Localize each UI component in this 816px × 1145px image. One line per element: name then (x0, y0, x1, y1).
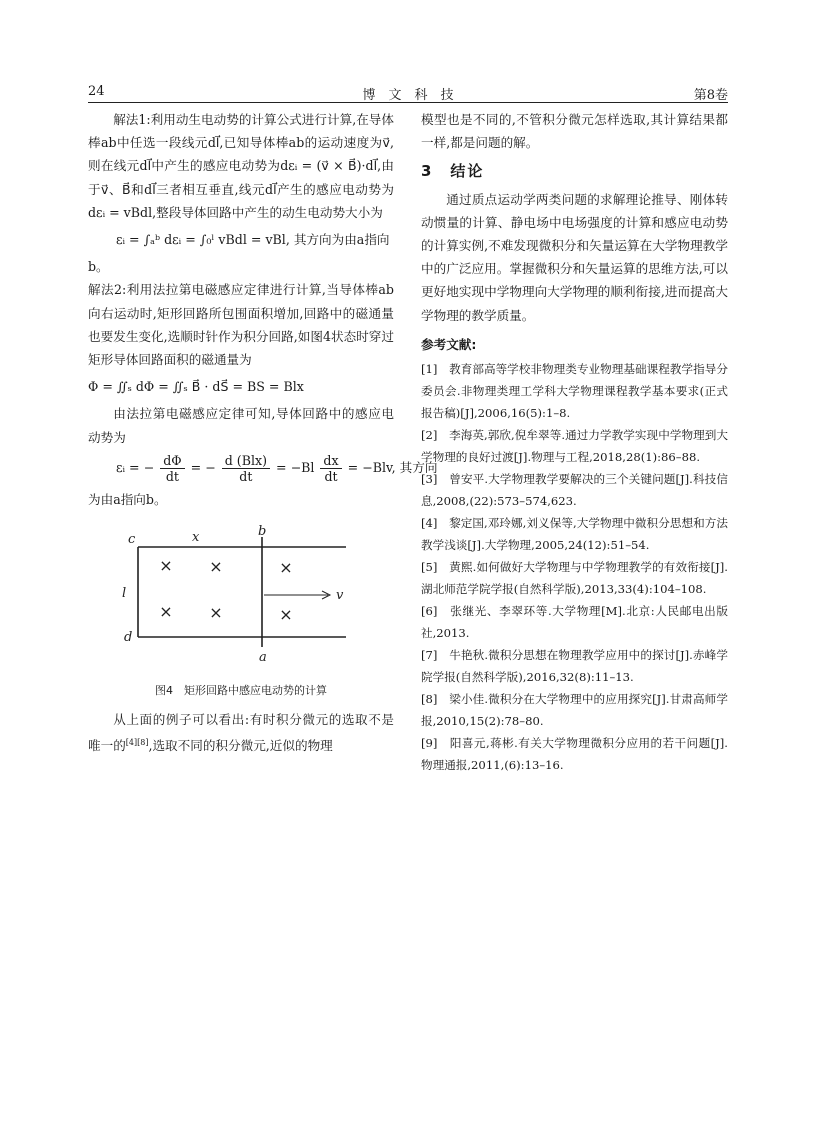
reference-item: [5] 黄熙.如何做好大学物理与中学物理教学的有效衔接[J].湖北师范学院学报(自然科学版),2013,33(4):104–108. (421, 560, 728, 597)
method1-paragraph: 解法1:利用动生电动势的计算公式进行计算,在导体棒ab中任选一段线元dl⃗,已知导体棒ab的运动速度为v⃗,则在线元dl⃗中产生的感应电动势为dεᵢ = (v⃗ × B⃗)·dl⃗,由于v⃗、B⃗和dl⃗三者相互垂直,线元dl⃗产生的感应电动势为dεᵢ = vBdl,整段导体回路中产生的动生电动势大小为 (88, 112, 394, 220)
equation-3 (88, 452, 438, 484)
reference-item: [6] 张继光、李翠环等.大学物理[M].北京:人民邮电出版社,2013. (421, 604, 728, 641)
field-cross: × (279, 605, 293, 625)
journal-title: 博 文 科 技 (362, 88, 454, 103)
faraday-tail: 为由a指向b。 (88, 491, 167, 507)
eq3-frac-1: $\frac{d\Phi}{dt}$ (160, 453, 184, 484)
eq3-mid: = − (190, 459, 216, 475)
field-cross: × (159, 556, 173, 576)
eq3-frac-3: $\frac{dx}{dt}$ (320, 453, 341, 484)
conclusion-paragraph: 通过质点运动学两类问题的求解理论推导、刚体转动惯量的计算、静电场中电场强度的计算和感应电动势的计算实例,不难发现微积分和矢量运算在大学物理教学中的广泛应用。掌握微积分和矢量运算的思维方法,可以更好地实现中学物理向大学物理的顺利衔接,进而提高大学物理的教学质量。 (421, 191, 728, 323)
method1-tail: b。 (88, 259, 109, 275)
model-paragraph: 模型也是不同的,不管积分微元怎样选取,其计算结果都一样,都是问题的解。 (421, 112, 728, 151)
section-title: 3 结论 (421, 162, 485, 181)
left-column (88, 108, 438, 758)
label-d: d (124, 630, 133, 646)
equation-1: εᵢ = ∫ₐᵇ dεᵢ = ∫₀ˡ vBdl = vBl, 其方向为由a指向 (116, 232, 390, 248)
eq3-frac-2: $\frac{\text{d (Blx)}}{dt}$ (222, 453, 270, 484)
method2-paragraph: 解法2:利用法拉第电磁感应定律进行计算,当导体棒ab向右运动时,矩形回路所包围面积增加,回路中的磁通量也要发生变化,选顺时针作为积分回路,如图4状态时穿过矩形导体回路面积的磁通量为 (88, 282, 394, 368)
label-l: l (122, 586, 127, 602)
figure-caption: 图4 矩形回路中感应电动势的计算 (155, 684, 327, 698)
references-title: 参考文献: (421, 336, 477, 352)
reference-item: [1] 教育部高等学校非物理类专业物理基础课程教学指导分委员会.非物理类理工学科大学物理课程教学基本要求(正式报告稿)[J],2006,16(5):1–8. (421, 362, 728, 421)
reference-item: [8] 梁小佳.微积分在大学物理中的应用探究[J].甘肃高师学报,2010,15(2):78–80. (421, 692, 728, 729)
field-cross: × (209, 603, 223, 623)
eq3-lhs: εᵢ = − (116, 459, 155, 475)
reference-item: [2] 李海英,郭欣,倪牟翠等.通过力学教学实现中学物理到大学物理的良好过渡[J].物理与工程,2018,28(1):86–88. (421, 428, 728, 465)
header-rule (88, 102, 728, 103)
right-column (421, 108, 728, 776)
label-x: x (192, 530, 200, 546)
faraday-paragraph: 由法拉第电磁感应定律可知,导体回路中的感应电动势为 (88, 406, 394, 445)
eq3-mid2: = −Bl (276, 459, 315, 475)
reference-item: [9] 阳喜元,蒋彬.有关大学物理微积分应用的若干问题[J].物理通报,2011,(6):13–16. (421, 736, 728, 773)
field-cross: × (279, 558, 293, 578)
field-cross: × (159, 602, 173, 622)
field-cross: × (209, 557, 223, 577)
label-b: b (258, 525, 267, 540)
page-number: 24 (88, 84, 105, 99)
reference-item: [3] 曾安平.大学物理教学要解决的三个关键问题[J].科技信息,2008,(22):573–574,623. (421, 472, 728, 509)
volume-label: 第8卷 (693, 88, 728, 103)
reference-item: [7] 牛艳秋.微积分思想在物理教学应用中的探讨[J].赤峰学院学报(自然科学版),2016,32(8):11–13. (421, 648, 728, 685)
conclusion-lead: 从上面的例子可以看出:有时积分微元的选取不是唯一的[4][8],选取不同的积分微元,近似的物理 (88, 712, 394, 754)
label-v: v (336, 588, 344, 604)
label-c: c (128, 532, 136, 548)
eq3-rhs: = −Blv, 其方向 (347, 459, 438, 475)
label-a: a (259, 650, 267, 666)
equation-2: Φ = ∬ₛ dΦ = ∬ₛ B⃗ · dS⃗ = BS = Blx (88, 379, 304, 395)
reference-item: [4] 黎定国,邓玲娜,刘义保等,大学物理中微积分思想和方法教学浅谈[J].大学物理,2005,24(12):51–54. (421, 516, 728, 553)
rectangular-loop-diagram (88, 525, 428, 677)
reference-list (421, 358, 728, 776)
figure-4 (88, 525, 428, 677)
